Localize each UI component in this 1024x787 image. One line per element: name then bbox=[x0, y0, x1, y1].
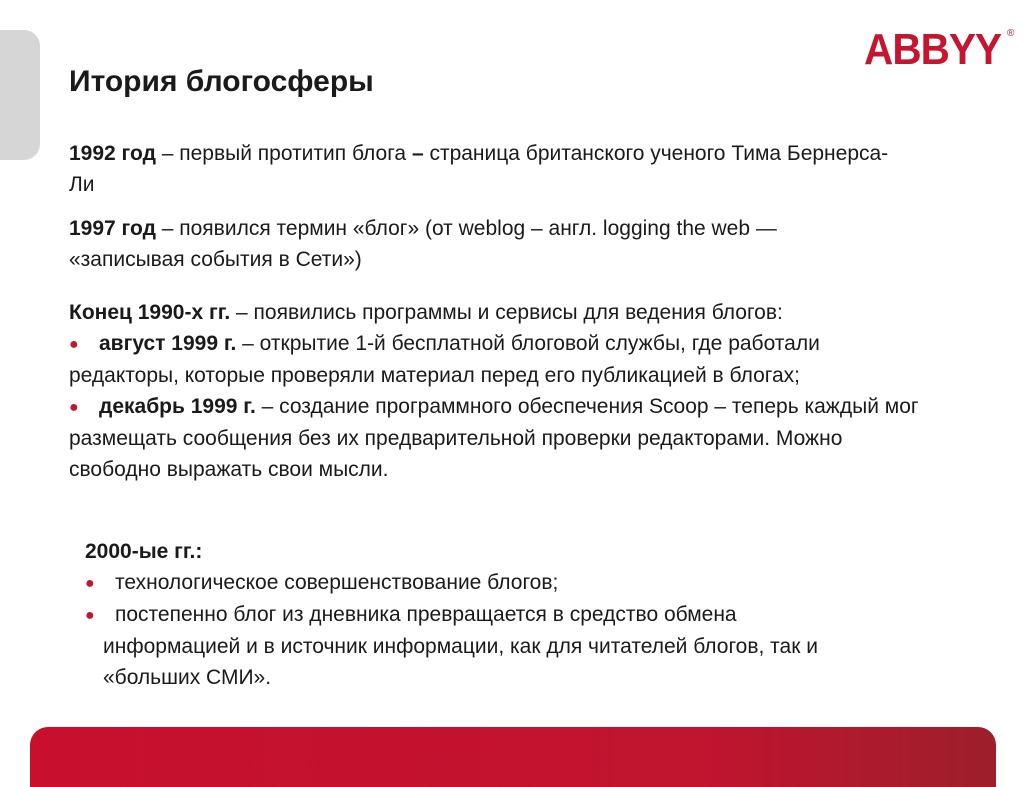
year-1997-label: 1997 год bbox=[69, 217, 156, 240]
bullet-dot-icon: ● bbox=[85, 607, 95, 624]
paragraph-1997 bbox=[69, 213, 889, 275]
paragraph-1992-dash: – bbox=[411, 142, 424, 165]
late-1990s-heading: Конец 1990-х гг. bbox=[69, 301, 231, 324]
paragraph-1992-text-b: страница британского ученого Тима Бернерса-Ли bbox=[69, 142, 889, 196]
bullet-bold-date: август 1999 г. bbox=[99, 332, 237, 355]
bullet-text: постепенно блог из дневника превращается в средство обмена bbox=[115, 603, 737, 626]
2000s-heading-line bbox=[85, 536, 935, 567]
paragraph-1992 bbox=[69, 138, 889, 200]
paragraph-2000s bbox=[85, 536, 935, 693]
late-1990s-heading-text: – появились программы и сервисы для ведения блогов: bbox=[230, 301, 783, 324]
list-item bbox=[85, 599, 935, 631]
bullet-text: технологическое совершенствование блогов; bbox=[115, 571, 559, 594]
2000s-heading: 2000-ые гг.: bbox=[85, 540, 203, 563]
paragraph-1992-text-a: – первый протитип блога bbox=[155, 142, 412, 165]
bullet-text: – открытие 1-й бесплатной блоговой службы, где работали редакторы, которые проверяли материал перед его публикацией в блогах; bbox=[69, 332, 820, 387]
year-1992-label: 1992 год bbox=[69, 142, 156, 165]
list-item bbox=[69, 391, 919, 485]
logo-text: ABBYY bbox=[864, 25, 1002, 74]
list-item bbox=[69, 328, 919, 391]
bullet-dot-icon: ● bbox=[69, 336, 79, 353]
paragraph-1997-text: – появился термин «блог» (от weblog – англ. logging the web — «записывая события в Сети») bbox=[69, 217, 777, 271]
list-item-continuation: информацией и в источник информации, как для читателей блогов, так и bbox=[103, 635, 818, 658]
bullet-dot-icon: ● bbox=[69, 399, 79, 416]
late-1990s-heading-line bbox=[69, 297, 919, 328]
footer-bar bbox=[30, 727, 996, 787]
list-item-continuation: «больших СМИ». bbox=[103, 666, 272, 689]
list-item bbox=[85, 567, 935, 599]
bullet-text: – создание программного обеспечения Scoop – теперь каждый мог размещать сообщения без их предварительной проверки редакторами. Можно свободно выражать свои мысли. bbox=[69, 395, 919, 481]
slide-title: Итория блогосферы bbox=[69, 65, 374, 98]
abbyy-logo bbox=[864, 26, 1014, 74]
bullet-bold-date: декабрь 1999 г. bbox=[99, 395, 256, 418]
bullet-dot-icon: ● bbox=[85, 575, 95, 592]
paragraph-late-1990s bbox=[69, 297, 919, 485]
registered-mark: ® bbox=[1007, 28, 1015, 39]
side-tab-decoration bbox=[0, 30, 40, 160]
